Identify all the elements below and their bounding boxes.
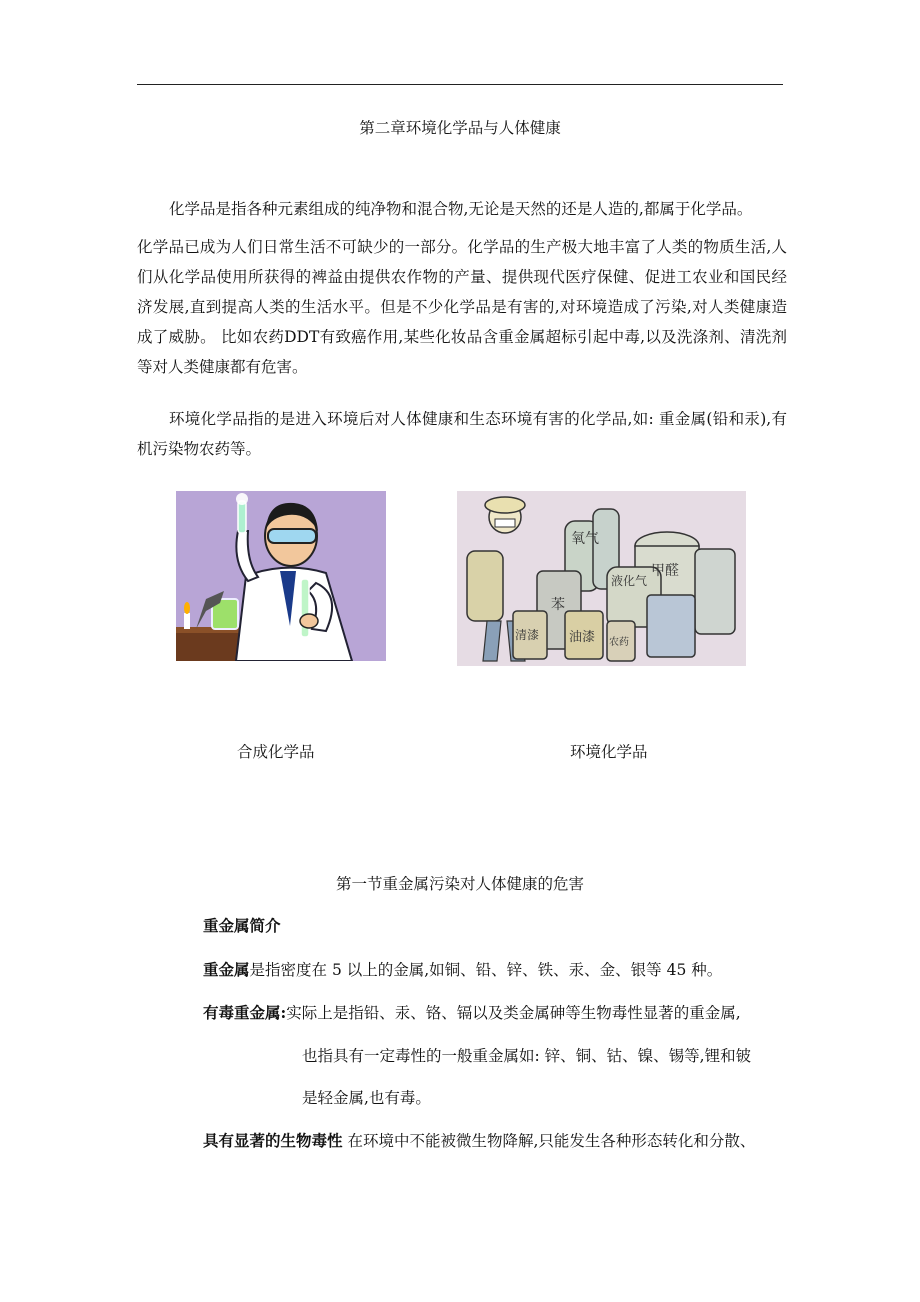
- toxic-heavy-metal-text-1: 实际上是指铅、汞、铬、镉以及类金属砷等生物毒性显著的重金属,: [286, 1004, 741, 1022]
- right-figure-caption: 环境化学品: [570, 743, 648, 761]
- biological-toxicity-text: 在环境中不能被微生物降解,只能发生各种形态转化和分散、: [347, 1132, 756, 1150]
- label-benzene: 苯: [551, 597, 565, 613]
- toxic-heavy-metal-line-3: 是轻金属,也有毒。: [302, 1089, 431, 1107]
- chapter-title: 第二章环境化学品与人体健康: [359, 119, 561, 137]
- heavy-metal-term: 重金属: [203, 960, 250, 979]
- environmental-chemicals-drawing: [457, 491, 746, 666]
- label-lacquer: 清漆: [515, 628, 540, 642]
- heavy-metal-definition: [203, 958, 722, 980]
- intro-paragraph-body: 化学品已成为人们日常生活不可缺少的一部分。化学品的生产极大地丰富了人类的物质生活,人们从化学品使用所获得的裨益由提供农作物的产量、提供现代医疗保健、促进工农业和国民经济发展,直到提高人类的生活水平。但是不少化学品是有害的,对环境造成了污染,对人类健康造成了威胁。 比如农药DDT有致癌作用,某些化妆品含重金属超标引起中毒,以及洗涤剂、清洗剂等对人类健康都有危害。: [137, 238, 787, 376]
- header-rule: [137, 84, 783, 85]
- intro-paragraph-first-line: 化学品是指各种元素组成的纯净物和混合物,无论是天然的还是人造的,都属于化学品。: [169, 200, 753, 218]
- scientist-illustration: [176, 491, 386, 661]
- label-paint: 油漆: [569, 630, 596, 645]
- heavy-metal-intro-heading: 重金属简介: [203, 916, 281, 935]
- label-formaldehyde: 甲醛: [651, 563, 679, 579]
- toxic-heavy-metal-term: 有毒重金属:: [203, 1003, 287, 1022]
- environmental-chemicals-paragraph: 环境化学品指的是进入环境后对人体健康和生态环境有害的化学品,如: 重金属(铅和汞),有机污染物农药等。: [137, 410, 787, 458]
- biological-toxicity-line: [203, 1129, 755, 1151]
- label-liquefied-gas: 液化气: [611, 574, 648, 588]
- label-pesticide: 农药: [609, 637, 629, 648]
- section-title: 第一节重金属污染对人体健康的危害: [335, 875, 584, 893]
- label-oxygen: 氧气: [571, 531, 599, 547]
- biological-toxicity-term: 具有显著的生物毒性: [203, 1131, 343, 1150]
- toxic-heavy-metal-line-2: 也指具有一定毒性的一般重金属如: 锌、铜、钴、镍、锡等,锂和铍: [302, 1047, 752, 1065]
- left-figure-caption: 合成化学品: [237, 743, 315, 761]
- heavy-metal-definition-text: 是指密度在 5 以上的金属,如铜、铅、锌、铁、汞、金、银等 45 种。: [249, 961, 723, 979]
- toxic-heavy-metal-line-1: [203, 1001, 741, 1023]
- scientist-drawing: [176, 491, 386, 661]
- environmental-chemicals-illustration: [457, 491, 746, 666]
